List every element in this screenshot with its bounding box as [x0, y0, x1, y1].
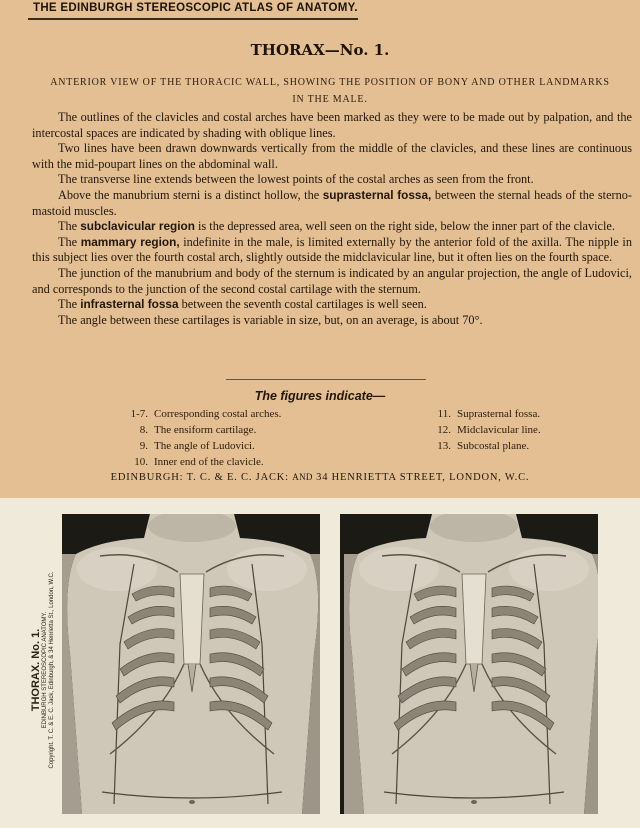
series-header [28, 0, 358, 20]
mount-series: EDINBURGH STEREOSCOPIC ANATOMY. [42, 611, 48, 729]
stereo-photo-right [340, 514, 598, 814]
divider [226, 379, 426, 380]
legend-item: 9. The angle of Ludovici. [139, 440, 255, 452]
plate-subtitle: ANTERIOR VIEW OF THE THORACIC WALL, SHOWING THE POSITION OF BONY AND OTHER LANDMARKS IN THE MALE. [50, 77, 610, 105]
publisher-imprint: EDINBURGH: T. C. & E. C. JACK: AND 34 HENRIETTA STREET, LONDON, W.C. [110, 472, 530, 483]
figure-legend-right [435, 406, 541, 454]
paragraph: Above the manubrium sterni is a distinct hollow, the suprasternal fossa, between the sternal heads of the sterno-mastoid muscles. [32, 187, 633, 218]
legend-item: 10. Inner end of the clavicle. [134, 456, 264, 468]
paragraph: The angle between these cartilages is variable in size, but, on an average, is about 70°. [58, 312, 483, 327]
legend-item: 12. Midclavicular line. [437, 424, 541, 436]
paragraph: The infrasternal fossa between the seventh costal cartilages is well seen. [58, 297, 427, 312]
paragraph: The mammary region, indefinite in the male, is limited externally by the anterior fold of the axilla. The nipple in this subject lies over the fourth costal arch, slightly outside the midclavicular line, but it often lies on the fourth space. [32, 234, 632, 265]
paragraph: The junction of the manubrium and body of the sternum is indicated by an angular projection, the angle of Ludovici, and corresponds to the junction of the second costal cartilage with the sternum. [32, 265, 632, 296]
mount-copyright: Copyright. T. C. & E. C. Jack, Edinburgh, & 34 Henrietta St., London, W.C. [49, 571, 55, 769]
legend-item: 1-7. Corresponding costal arches. [130, 408, 282, 420]
stereo-photo-left [62, 514, 320, 814]
mount-title: THORAX. No. 1. [30, 628, 42, 712]
paragraph: Two lines have been drawn downwards vertically from the middle of the clavicles, and these lines are continuous with the mid-poupart lines on the abdominal wall. [32, 141, 632, 171]
legend-item: 8. The ensiform cartilage. [139, 424, 257, 436]
description-text [32, 110, 632, 328]
plate-title: THORAX—No. 1. [250, 41, 390, 59]
figure-legend-left [118, 406, 281, 470]
paragraph: The transverse line extends between the lowest points of the costal arches as seen from the front. [58, 172, 534, 187]
series-title: THE EDINBURGH STEREOSCOPIC ATLAS OF ANATOMY. [33, 2, 358, 14]
paragraph: The subclavicular region is the depressed area, well seen on the right side, below the inner part of the clavicle. [58, 219, 615, 234]
paragraph: The outlines of the clavicles and costal arches have been marked as they were to be made out by palpation, and the intercostal spaces are indicated by shading with oblique lines. [32, 110, 632, 140]
legend-item: 13. Subcostal plane. [437, 440, 530, 452]
legend-item: 11. Suprasternal fossa. [437, 408, 541, 420]
figures-heading: The figures indicate— [254, 389, 386, 403]
